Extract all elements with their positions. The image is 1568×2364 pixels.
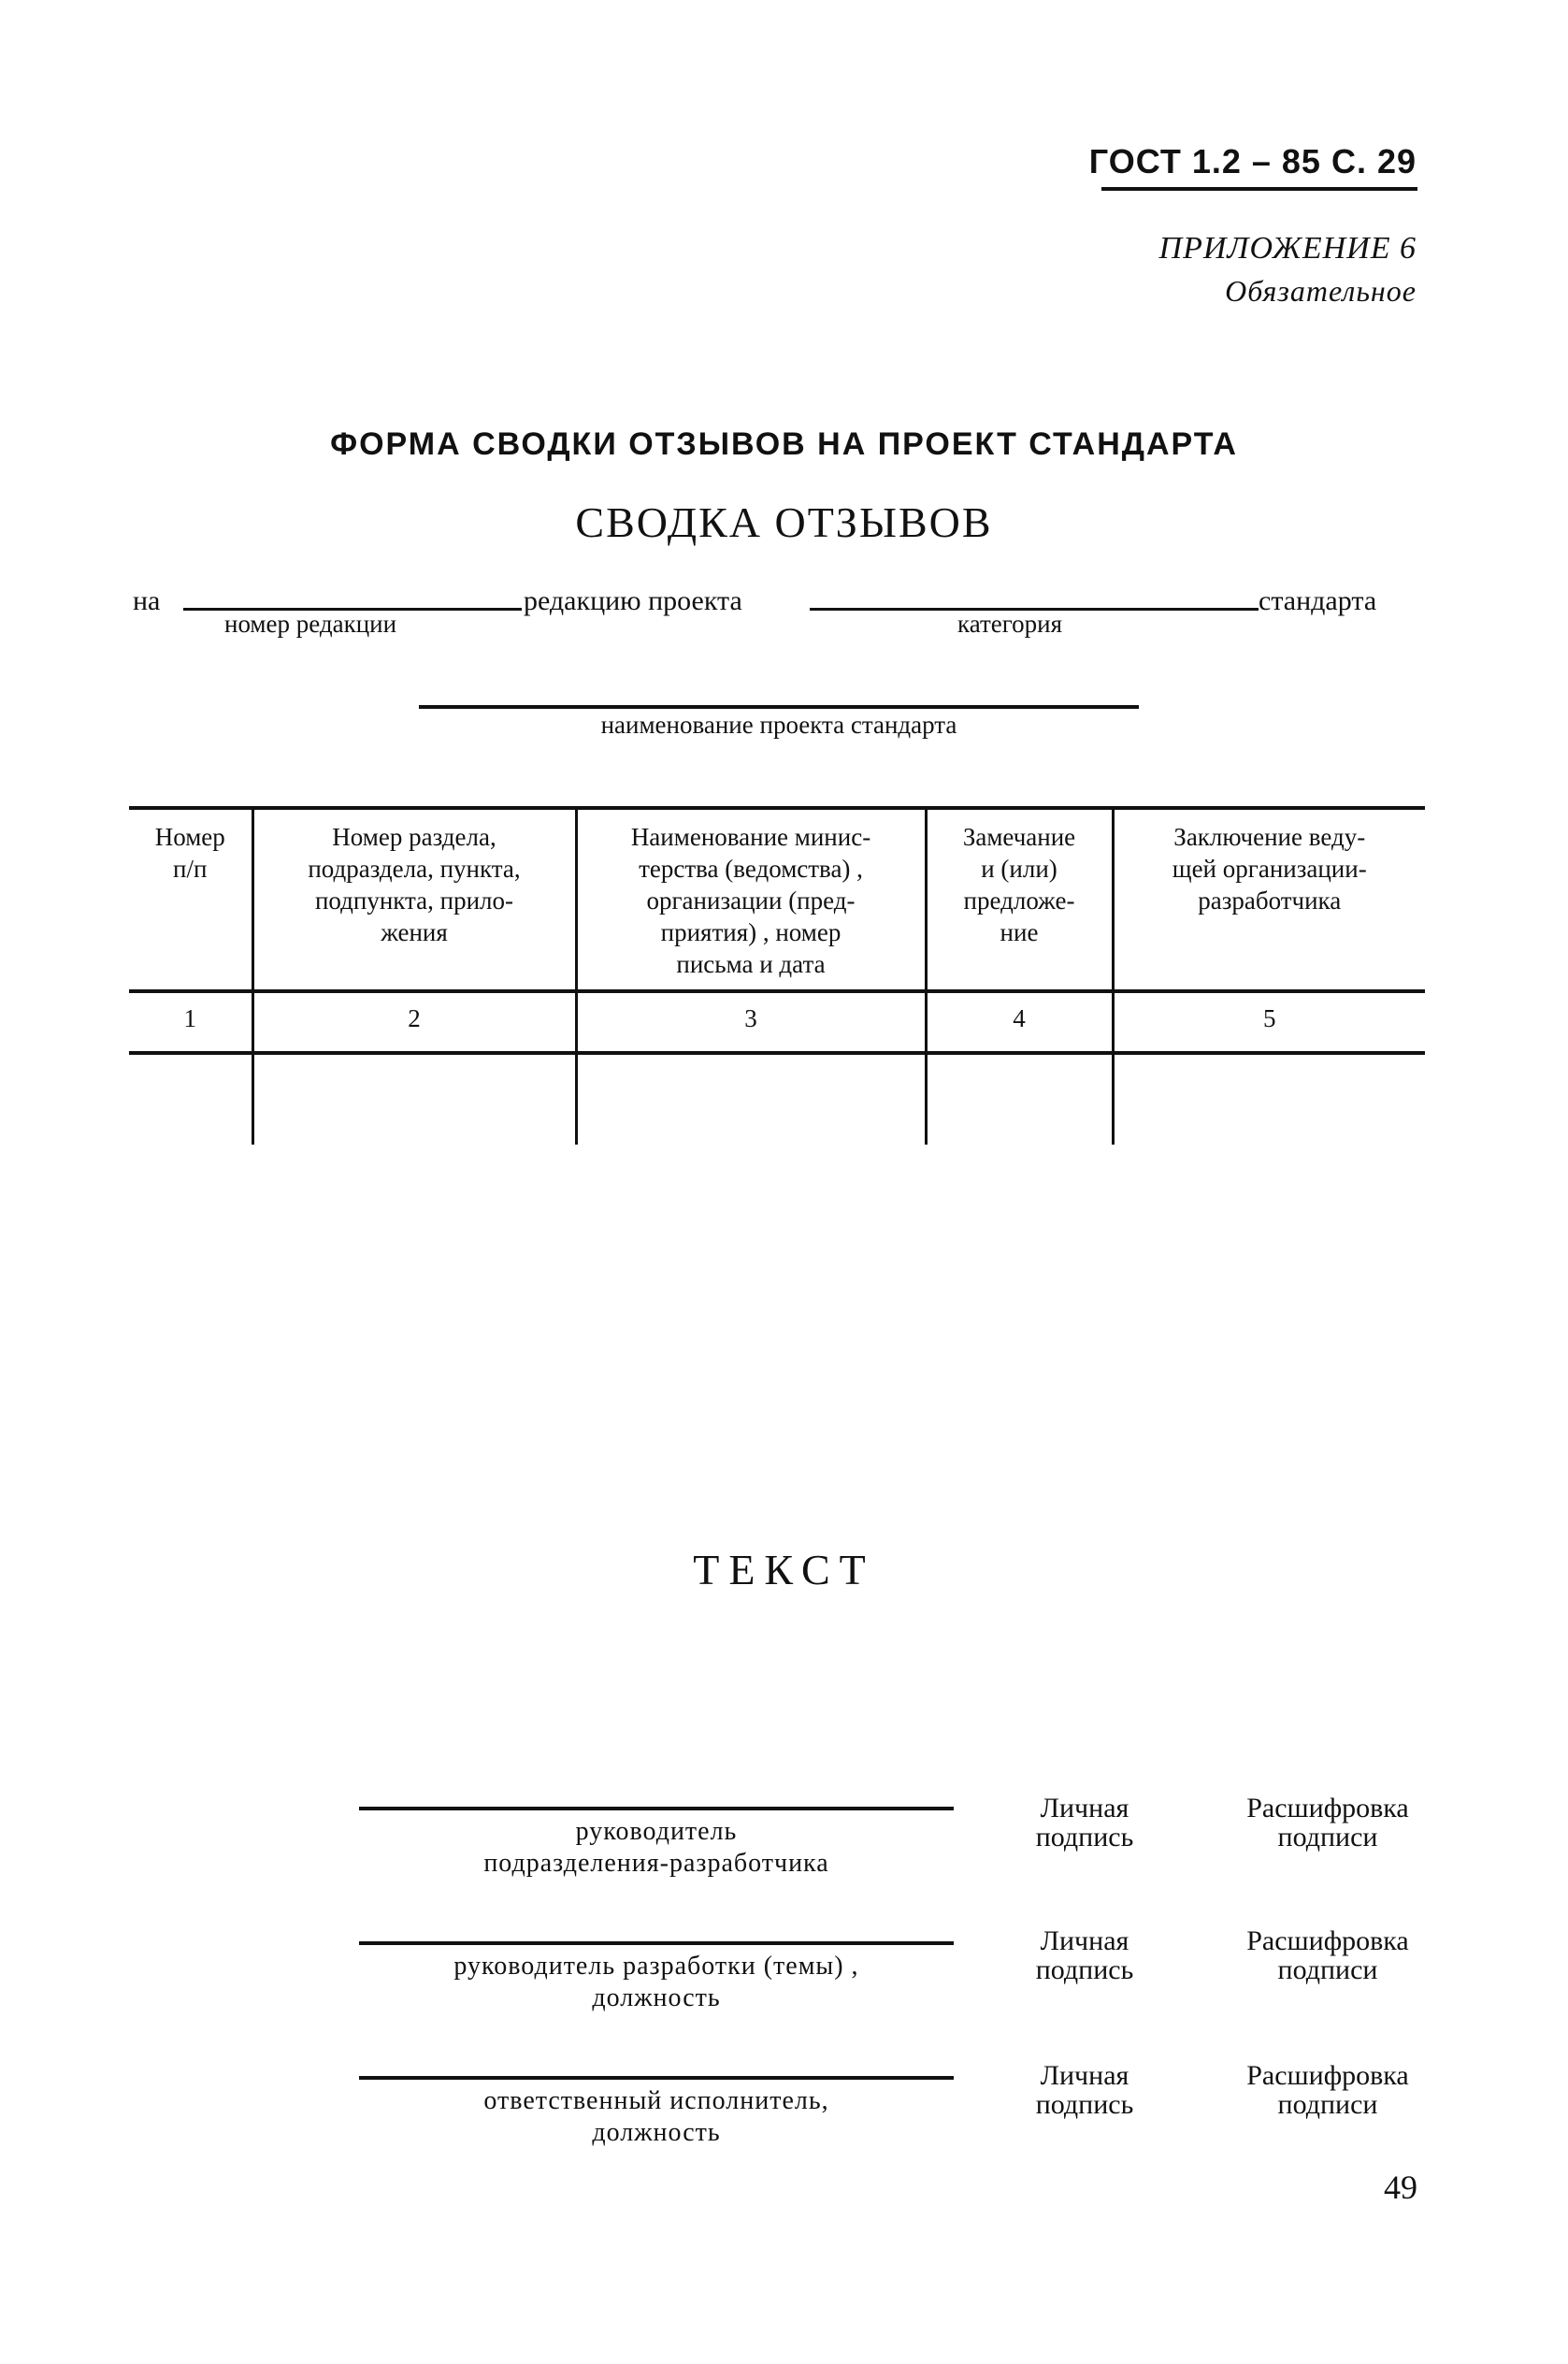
label-line: Расшифровка — [1246, 1925, 1409, 1956]
signature-decoding-label — [1206, 2061, 1449, 2119]
header-line: терства (ведомства) , — [639, 855, 863, 883]
header-line: предложе- — [963, 886, 1075, 915]
personal-signature-label — [991, 1926, 1178, 1984]
caption-line: должность — [592, 1983, 721, 2012]
header-line: разработчика — [1198, 886, 1342, 915]
table-cell — [926, 1053, 1113, 1145]
signature-caption — [359, 1951, 954, 2014]
header-cell-conclusion — [1113, 808, 1425, 991]
fill-prefix: на — [133, 585, 161, 616]
column-number-row — [129, 991, 1425, 1053]
header-line: ние — [1000, 918, 1039, 946]
signature-line — [359, 1807, 954, 1810]
header-line: жения — [381, 918, 448, 946]
column-number-cell: 4 — [926, 991, 1113, 1053]
column-number-cell: 1 — [129, 991, 252, 1053]
header-cell-organization — [576, 808, 926, 991]
appendix-status: Обязательное — [1225, 274, 1417, 308]
project-name-line — [419, 705, 1139, 709]
table-cell — [129, 1053, 252, 1145]
label-line: подпись — [1035, 1822, 1134, 1852]
table-cell — [1113, 1053, 1425, 1145]
signature-decoding-label — [1206, 1794, 1449, 1852]
signature-line — [359, 1941, 954, 1945]
review-table — [129, 806, 1425, 1145]
personal-signature-label — [991, 2061, 1178, 2119]
label-line: подпись — [1035, 2089, 1134, 2120]
caption-line: подразделения-разработчика — [483, 1849, 829, 1878]
header-line: организации (пред- — [646, 886, 856, 915]
label-line: подписи — [1277, 1954, 1378, 1985]
header-line: письма и дата — [676, 950, 826, 978]
project-name-caption: наименование проекта стандарта — [600, 711, 957, 739]
caption-line: ответственный исполнитель, — [483, 2086, 829, 2115]
fill-middle: редакцию проекта — [524, 585, 742, 616]
text-heading: ТЕКСТ — [693, 1546, 875, 1593]
signature-caption — [359, 1816, 954, 1880]
header-line: Наименование минис- — [630, 823, 871, 851]
header-line: и (или) — [981, 855, 1057, 883]
personal-signature-label — [991, 1794, 1178, 1852]
label-line: Личная — [1040, 1925, 1129, 1956]
caption-line: руководитель — [575, 1817, 738, 1846]
header-rule — [1101, 187, 1417, 191]
header-line: п/п — [173, 855, 208, 883]
summary-title: СВОДКА ОТЗЫВОВ — [575, 498, 993, 546]
header-line: подраздела, пункта, — [308, 855, 521, 883]
label-line: подписи — [1277, 2089, 1378, 2120]
table-empty-row — [129, 1053, 1425, 1145]
label-line: Личная — [1040, 1793, 1129, 1823]
column-number-cell: 3 — [576, 991, 926, 1053]
label-line: Личная — [1040, 2060, 1129, 2091]
signature-line — [359, 2076, 954, 2080]
table-header-row — [129, 808, 1425, 991]
header-line: подпункта, прило- — [314, 886, 514, 915]
caption-line: должность — [592, 2118, 721, 2147]
label-line: подписи — [1277, 1822, 1378, 1852]
label-line: подпись — [1035, 1954, 1134, 1985]
header-line: Замечание — [962, 823, 1076, 851]
form-title: ФОРМА СВОДКИ ОТЗЫВОВ НА ПРОЕКТ СТАНДАРТА — [330, 426, 1238, 462]
edition-caption: номер редакции — [224, 610, 397, 638]
table-cell — [576, 1053, 926, 1145]
category-caption: категория — [957, 610, 1063, 638]
label-line: Расшифровка — [1246, 2060, 1409, 2091]
appendix-label: ПРИЛОЖЕНИЕ 6 — [1158, 231, 1417, 266]
fill-suffix: стандарта — [1259, 585, 1377, 616]
header-line: Номер — [154, 823, 225, 851]
header-line: Заключение веду- — [1173, 823, 1366, 851]
header-line: Номер раздела, — [332, 823, 496, 851]
signature-decoding-label — [1206, 1926, 1449, 1984]
table-cell — [252, 1053, 576, 1145]
caption-line: руководитель разработки (темы) , — [453, 1952, 859, 1981]
header-line: приятия) , номер — [660, 918, 842, 946]
column-number-cell: 2 — [252, 991, 576, 1053]
label-line: Расшифровка — [1246, 1793, 1409, 1823]
column-number-cell: 5 — [1113, 991, 1425, 1053]
header-cell-section — [252, 808, 576, 991]
header-cell-number — [129, 808, 252, 991]
page-number: 49 — [1384, 2169, 1417, 2206]
header-cell-remark — [926, 808, 1113, 991]
signature-caption — [359, 2085, 954, 2149]
header-line: щей организации- — [1172, 855, 1367, 883]
document-code: ГОСТ 1.2 – 85 С. 29 — [1088, 142, 1417, 180]
